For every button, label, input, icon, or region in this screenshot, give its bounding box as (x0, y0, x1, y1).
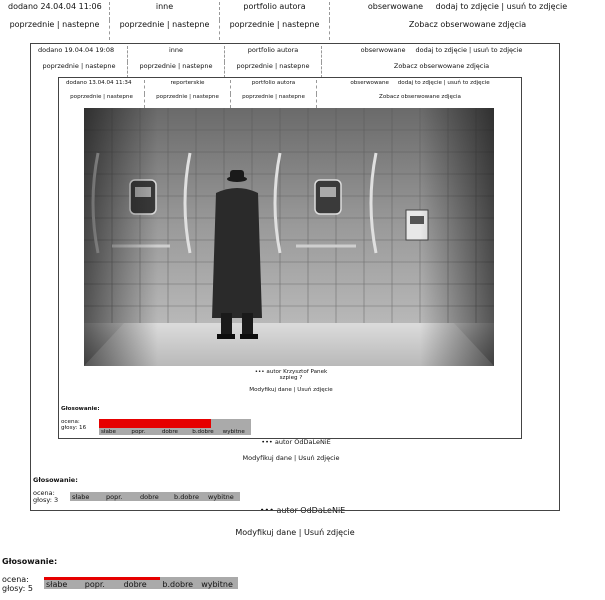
author-caption: ••• autor OdDaLeNiE (259, 506, 346, 515)
vote-option-2[interactable]: popr. (84, 580, 105, 589)
watched-links: obserwowane dodaj to zdjęcie | usuń to zdjęcie (367, 2, 568, 11)
photo-page-level-3 (58, 77, 522, 439)
author-link[interactable]: OdDaLeNiE (294, 438, 331, 446)
author-caption: ••• autor OdDaLeNiE (261, 438, 331, 446)
category-link[interactable]: inne (110, 2, 220, 20)
prev-next-nav: poprzednie | nastepne (59, 94, 145, 108)
vote-option-1[interactable]: słabe (46, 580, 68, 589)
category-link[interactable]: inne (128, 46, 225, 62)
vote-bar[interactable] (44, 577, 238, 589)
rating-label: ocena: (2, 575, 29, 584)
prev-next-nav-3: poprzednie | nastepne (225, 62, 322, 78)
next-link[interactable]: nastepne (182, 62, 213, 70)
remove-photo-link[interactable]: usuń to zdjęcie (473, 46, 523, 54)
vote-option-2[interactable]: popr. (131, 429, 146, 435)
vote-option-5[interactable]: wybitne (208, 493, 234, 501)
vote-option-4[interactable]: b.dobre (192, 429, 214, 435)
payphone-photo (84, 108, 494, 366)
vote-option-4[interactable]: b.dobre (174, 493, 199, 501)
author-link[interactable]: OdDaLeNiE (300, 506, 346, 515)
watched-links: obserwowane dodaj to zdjęcie | usuń to zdjęcie (360, 46, 523, 54)
vote-options (99, 429, 251, 435)
add-photo-link[interactable]: dodaj to zdjęcie (397, 80, 442, 86)
remove-link[interactable]: Usuń zdjęcie (298, 454, 340, 462)
prev-next-nav-2: poprzednie | nastepne (145, 94, 231, 108)
author-icon: ••• (259, 506, 274, 515)
votes-count: głosy: 3 (33, 496, 59, 505)
score-summary (2, 575, 33, 593)
vote-bar[interactable] (70, 492, 240, 501)
vote-option-5[interactable]: wybitne (201, 580, 233, 589)
next-link[interactable]: nastepne (278, 94, 305, 100)
vote-option-1[interactable]: słabe (101, 429, 116, 435)
photo-header (0, 2, 605, 40)
author-icon: ••• (254, 369, 265, 375)
vote-options (44, 580, 238, 589)
vote-option-3[interactable]: dobre (161, 429, 178, 435)
see-watched-link[interactable]: Zobacz obserwowane zdjęcia (379, 94, 461, 100)
date-added: dodano 13.04.04 11:34 (59, 80, 145, 94)
vote-option-1[interactable]: słabe (72, 493, 90, 501)
category-link[interactable]: reporterskie (145, 80, 231, 94)
prev-link[interactable]: poprzednie (9, 20, 55, 29)
prev-next-nav-2: poprzednie | nastepne (128, 62, 225, 78)
modify-link[interactable]: Modyfikuj dane (249, 387, 292, 393)
votes-count: głosy: 5 (2, 584, 33, 594)
prev-next-nav: poprzednie | nastepne (31, 62, 128, 78)
portfolio-link[interactable]: portfolio autora (231, 80, 317, 94)
modify-link[interactable]: Modyfikuj dane (235, 528, 297, 537)
prev-link[interactable]: poprzednie (229, 20, 275, 29)
voting-title: Głosowanie: (2, 557, 58, 566)
score-summary (33, 490, 58, 505)
vote-option-4[interactable]: b.dobre (162, 580, 194, 589)
voting-title: Głosowanie: (33, 476, 78, 484)
photo-actions: Modyfikuj dane | Usuń zdjęcie (249, 387, 333, 393)
watched-label: obserwowane (360, 46, 406, 54)
prev-link[interactable]: poprzednie (156, 94, 188, 100)
see-watched-link[interactable]: Zobacz obserwowane zdjęcia (393, 62, 490, 70)
remove-photo-link[interactable]: usuń to zdjęcie (447, 80, 490, 86)
remove-link[interactable]: Usuń zdjęcie (297, 387, 333, 393)
watched-links: obserwowane dodaj to zdjęcie | usuń to zdjęcie (350, 80, 490, 86)
add-photo-link[interactable]: dodaj to zdjęcie (415, 46, 467, 54)
vote-options (70, 493, 240, 501)
next-link[interactable]: nastepne (282, 20, 320, 29)
next-link[interactable]: nastepne (279, 62, 310, 70)
photo-actions: Modyfikuj dane | Usuń zdjęcie (242, 454, 340, 462)
watched-label: obserwowane (350, 80, 389, 86)
portfolio-link[interactable]: portfolio autora (225, 46, 322, 62)
watched-label: obserwowane (367, 2, 424, 11)
rating-label: ocena: (33, 489, 55, 497)
author-caption: ••• autor Krzysztof Panek szpieg ? (59, 369, 523, 382)
prev-next-nav: poprzednie | nastepne (0, 20, 110, 40)
prev-link[interactable]: poprzednie (242, 94, 274, 100)
date-added: dodano 19.04.04 19:08 (31, 46, 128, 62)
photo-actions: Modyfikuj dane | Usuń zdjęcie (235, 528, 355, 537)
vote-fill (99, 419, 211, 428)
vote-option-2[interactable]: popr. (106, 493, 123, 501)
vote-option-3[interactable]: dobre (140, 493, 159, 501)
rating-label: ocena: (61, 419, 80, 425)
vote-option-5[interactable]: wybitne (222, 429, 245, 435)
prev-link[interactable]: poprzednie (139, 62, 176, 70)
prev-link[interactable]: poprzednie (119, 20, 165, 29)
date-added: dodano 24.04.04 11:06 (0, 2, 110, 20)
next-link[interactable]: nastepne (85, 62, 116, 70)
photo-header (59, 80, 523, 108)
see-watched-link[interactable]: Zobacz obserwowane zdjęcia (408, 20, 527, 29)
remove-link[interactable]: Usuń zdjęcie (303, 528, 355, 537)
vote-bar[interactable] (99, 419, 251, 435)
photo-title: szpieg ? (279, 375, 303, 382)
prev-next-nav-3: poprzednie | nastepne (231, 94, 317, 108)
add-photo-link[interactable]: dodaj to zdjęcie (435, 2, 499, 11)
next-link[interactable]: nastepne (192, 94, 219, 100)
prev-link[interactable]: poprzednie (42, 62, 79, 70)
voting-title: Głosowanie: (61, 406, 100, 412)
prev-next-nav-3: poprzednie | nastepne (220, 20, 330, 40)
remove-photo-link[interactable]: usuń to zdjęcie (506, 2, 568, 11)
vote-option-3[interactable]: dobre (123, 580, 147, 589)
prev-next-nav-2: poprzednie | nastepne (110, 20, 220, 40)
next-link[interactable]: nastepne (172, 20, 210, 29)
portfolio-link[interactable]: portfolio autora (220, 2, 330, 20)
prev-link[interactable]: poprzednie (236, 62, 273, 70)
modify-link[interactable]: Modyfikuj dane (242, 454, 292, 462)
score-summary (61, 419, 86, 432)
votes-count: głosy: 16 (61, 425, 87, 432)
prev-link[interactable]: poprzednie (70, 94, 102, 100)
photo-header (31, 46, 561, 78)
photo-image[interactable] (84, 108, 494, 366)
next-link[interactable]: nastepne (62, 20, 100, 29)
next-link[interactable]: nastepne (106, 94, 133, 100)
author-icon: ••• (261, 438, 273, 446)
author-link[interactable]: Krzysztof Panek (283, 369, 328, 375)
